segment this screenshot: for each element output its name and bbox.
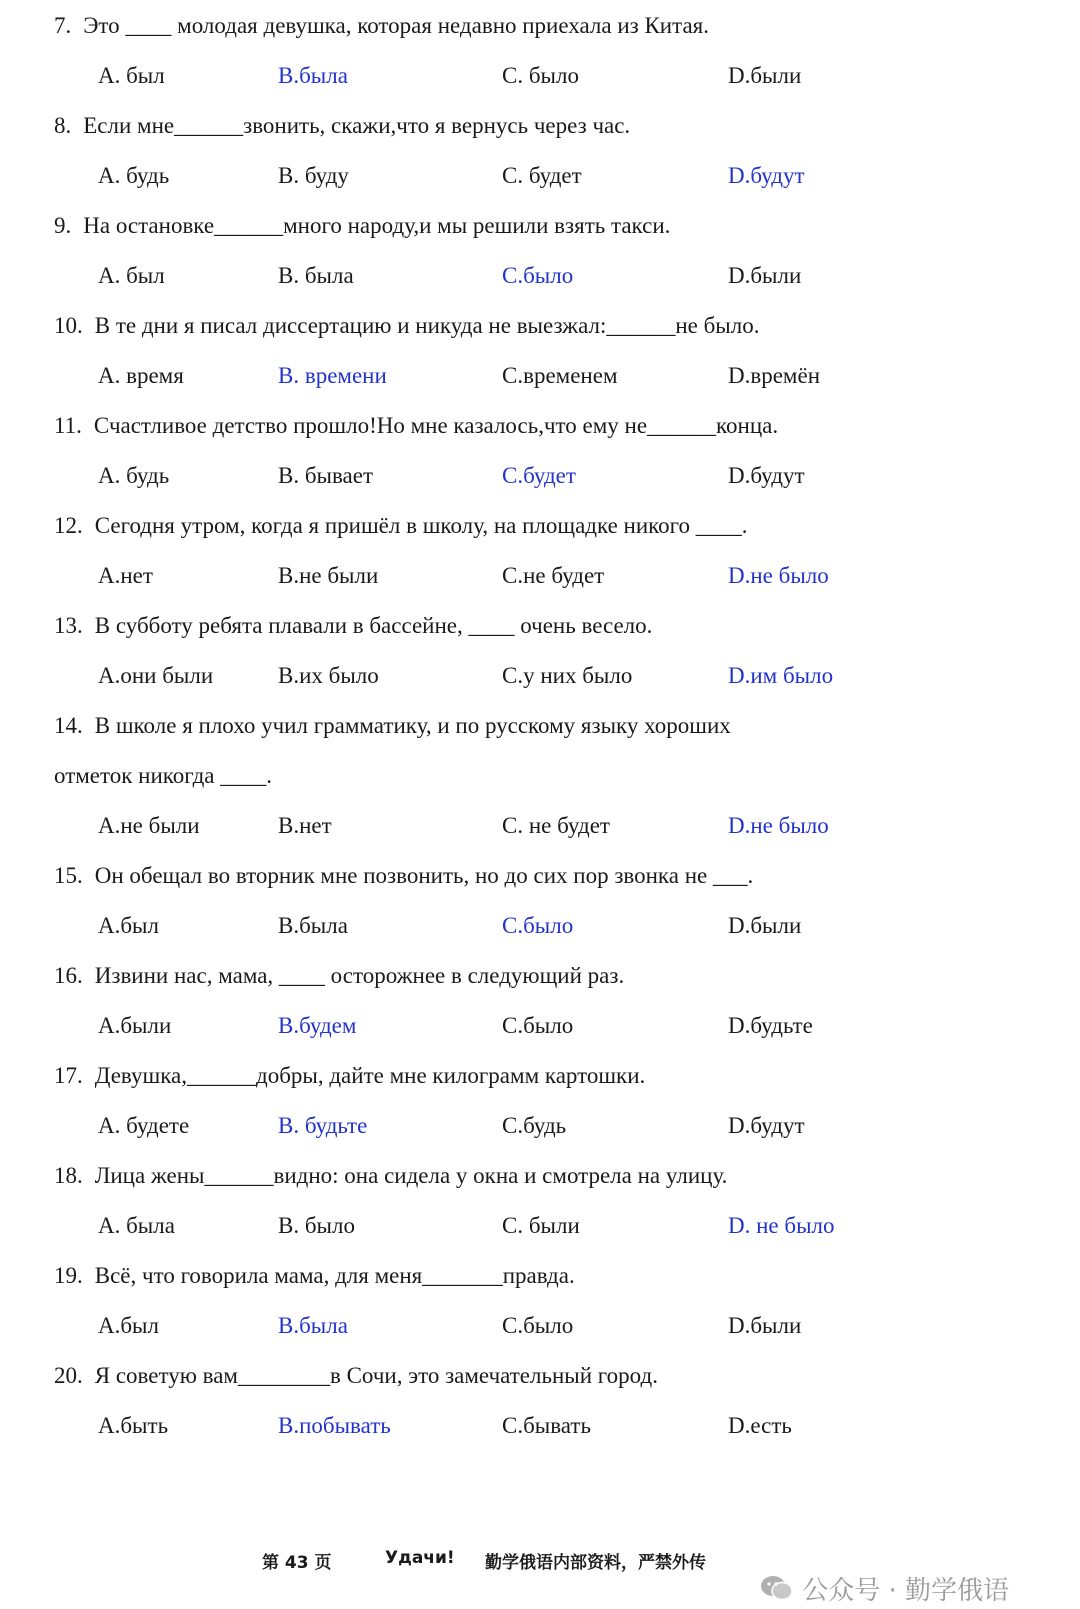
option-b: B.не были	[278, 563, 379, 588]
option-d: D.не было	[728, 563, 829, 588]
option-c: C.у них было	[502, 663, 633, 688]
option-c: C.не будет	[502, 563, 605, 588]
option-d: D.были	[728, 263, 802, 288]
question-20	[54, 1362, 658, 1390]
option-b: B. времени	[278, 363, 387, 388]
option-c: C. были	[502, 1213, 580, 1238]
option-a: A. время	[98, 363, 184, 388]
question-text: Лица жены______видно: она сидела у окна и смотрела на улицу.	[94, 1163, 728, 1188]
option-d: D.будут	[728, 1113, 805, 1138]
question-number: 19.	[54, 1263, 83, 1288]
question-text: В те дни я писал диссертацию и никуда не выезжал:______не было.	[94, 313, 760, 338]
option-c: C.было	[502, 1013, 574, 1038]
option-a: A. будете	[98, 1113, 190, 1138]
option-d: D.будьте	[728, 1013, 813, 1038]
question-7	[54, 12, 709, 40]
question-18	[54, 1162, 727, 1190]
option-c: C. будет	[502, 163, 582, 188]
option-b: B.их было	[278, 663, 379, 688]
option-b: B.была	[278, 1313, 348, 1338]
question-8	[54, 112, 630, 140]
option-c: C.было	[502, 913, 574, 938]
question-13	[54, 612, 652, 640]
option-d: D.были	[728, 913, 802, 938]
option-c: C.было	[502, 1313, 574, 1338]
option-c: C.временем	[502, 363, 618, 388]
question-number: 15.	[54, 863, 83, 888]
question-11	[54, 412, 778, 440]
option-b: B.нет	[278, 813, 332, 838]
question-text: В субботу ребята плавали в бассейне, ____ очень весело.	[94, 613, 653, 638]
option-b: B. будьте	[278, 1113, 368, 1138]
question-number: 20.	[54, 1363, 83, 1388]
question-10	[54, 312, 760, 340]
option-d: D.времён	[728, 363, 820, 388]
option-d: D.будут	[728, 463, 805, 488]
question-number: 14.	[54, 713, 83, 738]
option-b: B.будем	[278, 1013, 357, 1038]
option-a: A.быть	[98, 1413, 169, 1438]
question-number: 12.	[54, 513, 83, 538]
question-number: 8.	[54, 113, 72, 138]
question-text: Это ____ молодая девушка, которая недавно приехала из Китая.	[83, 13, 709, 38]
option-a: A.не были	[98, 813, 200, 838]
question-text: Он обещал во вторник мне позвонить, но до сих пор звонка не ___.	[94, 863, 754, 888]
option-d: D.были	[728, 1313, 802, 1338]
option-c: C.будет	[502, 463, 576, 488]
footer-wish: Удачи!	[385, 1548, 455, 1568]
footer-page-number: 第 43 页	[262, 1553, 332, 1573]
question-text: Сегодня утром, когда я пришёл в школу, на площадке никого ____.	[94, 513, 748, 538]
question-number: 10.	[54, 313, 83, 338]
question-15	[54, 862, 753, 890]
question-text: Если мне______звонить, скажи,что я вернусь через час.	[83, 113, 631, 138]
question-number: 9.	[54, 213, 72, 238]
question-12	[54, 512, 748, 540]
question-number: 13.	[54, 613, 83, 638]
option-b: B. было	[278, 1213, 355, 1238]
option-b: B. была	[278, 263, 354, 288]
question-text: В школе я плохо учил грамматику, и по русскому языку хороших	[94, 713, 731, 738]
watermark	[760, 1570, 1009, 1609]
question-number: 7.	[54, 13, 72, 38]
option-a: A. будь	[98, 463, 170, 488]
question-9	[54, 212, 670, 240]
question-text: Счастливое детство прошло!Но мне казалось,что ему не______конца.	[93, 413, 779, 438]
option-c: C.было	[502, 263, 574, 288]
question-text: Всё, что говорила мама, для меня_______правда.	[94, 1263, 575, 1288]
question-16	[54, 962, 624, 990]
option-d: D.есть	[728, 1413, 792, 1438]
question-text: На остановке______много народу,и мы решили взять такси.	[83, 213, 671, 238]
option-b: B.была	[278, 913, 348, 938]
question-number: 18.	[54, 1163, 83, 1188]
question-number: 16.	[54, 963, 83, 988]
option-a: A. был	[98, 263, 165, 288]
option-b: B. бывает	[278, 463, 374, 488]
option-d: D.будут	[728, 163, 805, 188]
question-14	[54, 712, 731, 740]
option-d: D. не было	[728, 1213, 835, 1238]
option-b: B.побывать	[278, 1413, 391, 1438]
question-number: 11.	[54, 413, 82, 438]
option-a: A.был	[98, 1313, 159, 1338]
option-b: B. буду	[278, 163, 349, 188]
option-b: B.была	[278, 63, 348, 88]
question-19	[54, 1262, 575, 1290]
question-text: Девушка,______добры, дайте мне килограмм картошки.	[94, 1063, 646, 1088]
question-17	[54, 1062, 645, 1090]
question-number: 17.	[54, 1063, 83, 1088]
option-d: D.были	[728, 63, 802, 88]
question-text: Я советую вам________в Сочи, это замечательный город.	[94, 1363, 658, 1388]
option-c: C.бывать	[502, 1413, 591, 1438]
option-c: C.будь	[502, 1113, 567, 1138]
option-a: A. была	[98, 1213, 175, 1238]
option-a: A.они были	[98, 663, 214, 688]
wechat-icon	[760, 1574, 794, 1609]
option-c: C. было	[502, 63, 579, 88]
watermark-text: 公众号 · 勤学俄语	[802, 1576, 1010, 1606]
question-text-continued: отметок никогда ____.	[54, 763, 273, 788]
option-a: A. был	[98, 63, 165, 88]
option-a: A.были	[98, 1013, 172, 1038]
option-a: A. будь	[98, 163, 170, 188]
option-a: A.нет	[98, 563, 153, 588]
footer-note: 勤学俄语内部资料，严禁外传	[485, 1553, 706, 1573]
option-d: D.не было	[728, 813, 829, 838]
option-d: D.им было	[728, 663, 834, 688]
question-text: Извини нас, мама, ____ осторожнее в следующий раз.	[94, 963, 625, 988]
option-a: A.был	[98, 913, 159, 938]
option-c: C. не будет	[502, 813, 610, 838]
